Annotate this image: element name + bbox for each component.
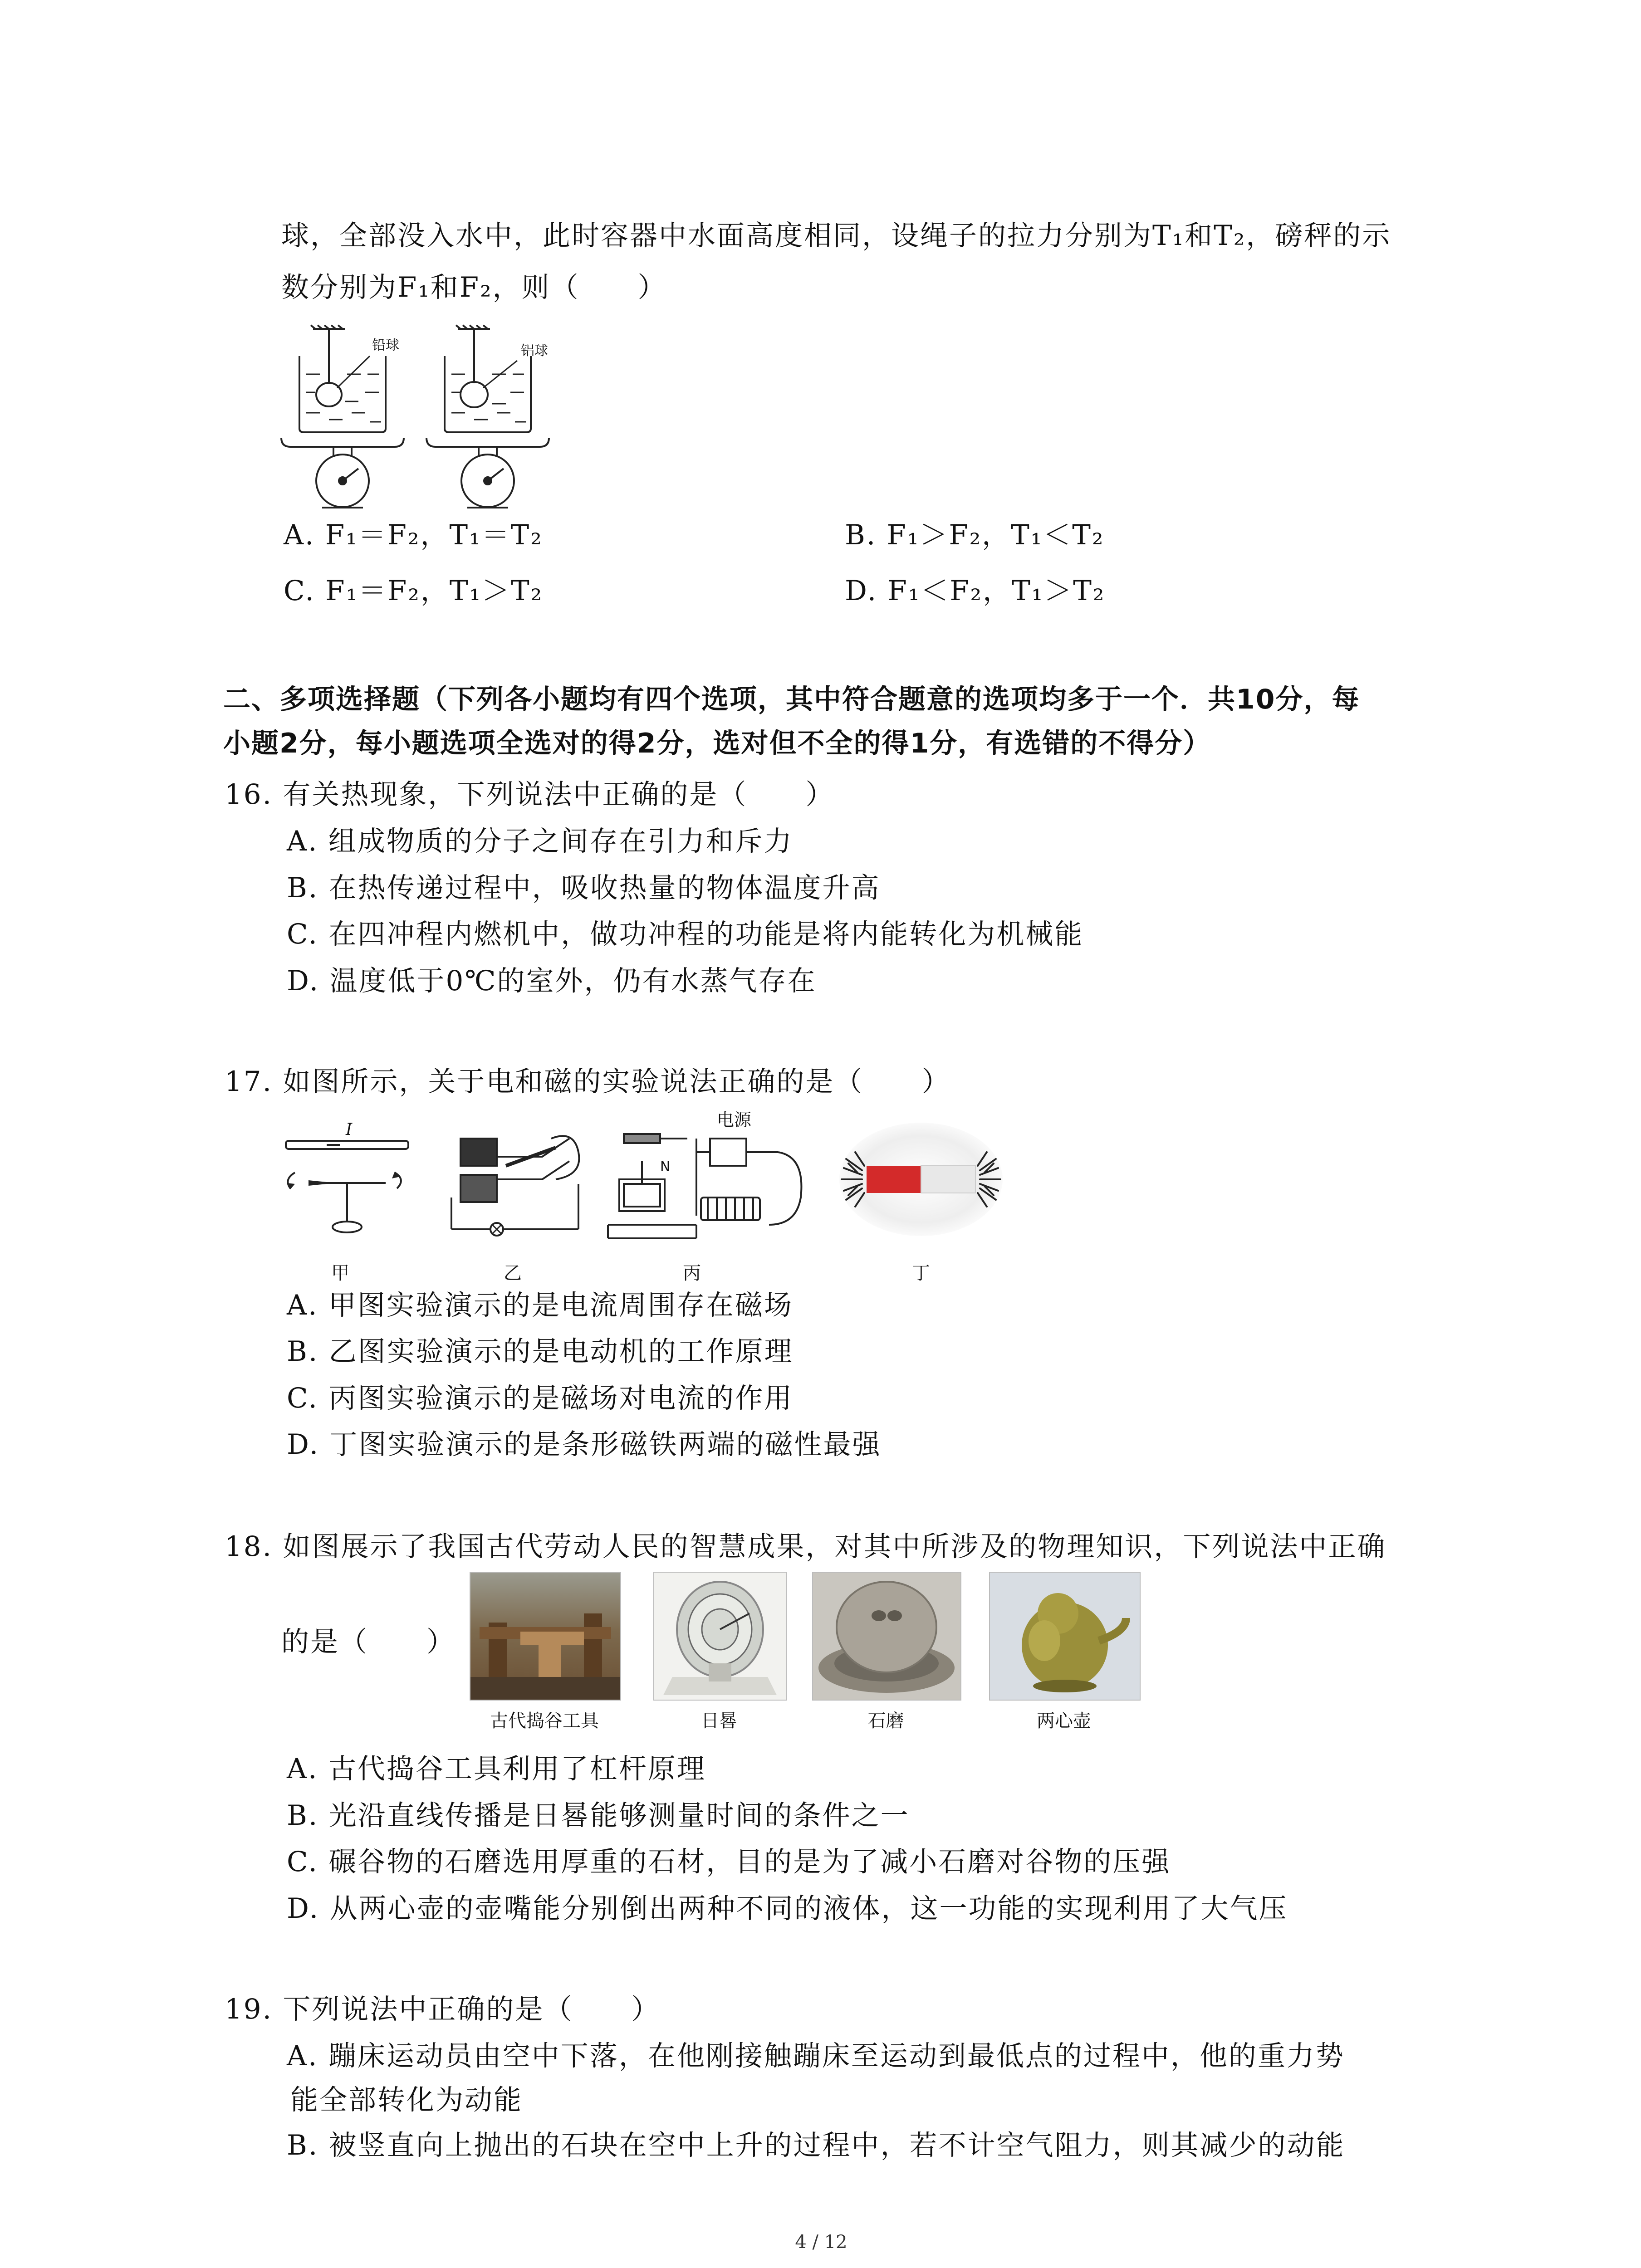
q17-caption-bing: 丙 bbox=[683, 1263, 701, 1284]
q17-fig-current-label: I bbox=[346, 1120, 353, 1139]
q18-option-c: C. 碾谷物的石磨选用厚重的石材，目的是为了减小石磨对谷物的压强 bbox=[287, 1846, 1171, 1878]
q17-caption-jia: 甲 bbox=[331, 1263, 349, 1284]
section2-title-line2: 小题2分，每小题选项全选对的得2分，选对但不全的得1分，有选错的不得分） bbox=[223, 728, 1211, 759]
q18-option-b: B. 光沿直线传播是日晷能够测量时间的条件之一 bbox=[287, 1799, 910, 1832]
q18-photo-pounding-tool bbox=[470, 1572, 621, 1701]
section2-title-line1: 二、多项选择题（下列各小题均有四个选项，其中符合题意的选项均多于一个．共10分，每 bbox=[223, 684, 1360, 715]
q17-option-d: D. 丁图实验演示的是条形磁铁两端的磁性最强 bbox=[287, 1428, 882, 1461]
q18-caption-pounding-tool: 古代捣谷工具 bbox=[490, 1711, 599, 1731]
q15-fig-label-right: 铝球 bbox=[521, 343, 548, 359]
q17-caption-ding: 丁 bbox=[912, 1263, 930, 1284]
q17-figure-yi bbox=[442, 1129, 588, 1247]
q18-stem-line2: 的是（ ） bbox=[281, 1626, 456, 1658]
q18-option-d: D. 从两心壶的壶嘴能分别倒出两种不同的液体，这一功能的实现利用了大气压 bbox=[287, 1892, 1288, 1925]
q16-stem: 16. 有关热现象，下列说法中正确的是（ ） bbox=[225, 778, 835, 811]
q17-option-b: B. 乙图实验演示的是电动机的工作原理 bbox=[287, 1335, 794, 1368]
q17-caption-yi: 乙 bbox=[504, 1263, 522, 1284]
q19-stem: 19. 下列说法中正确的是（ ） bbox=[225, 1993, 661, 2025]
q17-option-c: C. 丙图实验演示的是磁场对电流的作用 bbox=[287, 1382, 794, 1414]
q19-option-a-line2: 能全部转化为动能 bbox=[290, 2084, 523, 2116]
q17-figure-bing bbox=[606, 1107, 810, 1252]
q17-option-a: A. 甲图实验演示的是电流周围存在磁场 bbox=[287, 1289, 793, 1321]
page-number: 4 / 12 bbox=[795, 2232, 847, 2253]
q19-option-b-line1: B. 被竖直向上抛出的石块在空中上升的过程中，若不计空气阻力，则其减少的动能 bbox=[287, 2129, 1345, 2161]
q16-option-b: B. 在热传递过程中，吸收热量的物体温度升高 bbox=[287, 872, 881, 904]
q16-option-a: A. 组成物质的分子之间存在引力和斥力 bbox=[287, 825, 793, 857]
q16-option-c: C. 在四冲程内燃机中，做功冲程的功能是将内能转化为机械能 bbox=[287, 918, 1084, 950]
q15-option-c: C. F₁＝F₂，T₁＞T₂ bbox=[284, 575, 544, 607]
q18-stem-line1: 18. 如图展示了我国古代劳动人民的智慧成果，对其中所涉及的物理知识，下列说法中正确 bbox=[225, 1530, 1386, 1563]
q18-caption-sundial: 日晷 bbox=[701, 1711, 737, 1731]
q18-photo-millstone bbox=[812, 1572, 961, 1701]
q19-option-a-line1: A. 蹦床运动员由空中下落，在他刚接触蹦床至运动到最低点的过程中，他的重力势 bbox=[287, 2040, 1345, 2072]
q17-stem: 17. 如图所示，关于电和磁的实验说法正确的是（ ） bbox=[225, 1066, 951, 1098]
q17-figure-jia bbox=[281, 1129, 417, 1247]
q18-photo-sundial bbox=[653, 1572, 787, 1701]
q16-option-d: D. 温度低于0℃的室外，仍有水蒸气存在 bbox=[287, 965, 817, 997]
q18-caption-millstone: 石磨 bbox=[867, 1711, 904, 1731]
q15-option-d: D. F₁＜F₂，T₁＞T₂ bbox=[845, 575, 1106, 607]
q17-figure-ding bbox=[835, 1120, 1007, 1238]
q17-fig-power-label: 电源 bbox=[717, 1110, 752, 1130]
q18-option-a: A. 古代捣谷工具利用了杠杆原理 bbox=[287, 1753, 706, 1785]
q18-caption-two-heart-pot: 两心壶 bbox=[1037, 1711, 1091, 1731]
q15-stem-line2: 数分别为F₁和F₂，则（ ） bbox=[281, 271, 667, 303]
q15-option-a: A. F₁＝F₂，T₁＝T₂ bbox=[284, 519, 543, 551]
q15-stem-line1: 球，全部没入水中，此时容器中水面高度相同，设绳子的拉力分别为T₁和T₂，磅秤的示 bbox=[281, 220, 1391, 252]
q17-fig-n-label: N bbox=[660, 1159, 671, 1175]
q15-option-b: B. F₁＞F₂，T₁＜T₂ bbox=[845, 519, 1105, 551]
q15-fig-label-left: 铅球 bbox=[372, 337, 399, 353]
q18-photo-two-heart-pot bbox=[989, 1572, 1141, 1701]
